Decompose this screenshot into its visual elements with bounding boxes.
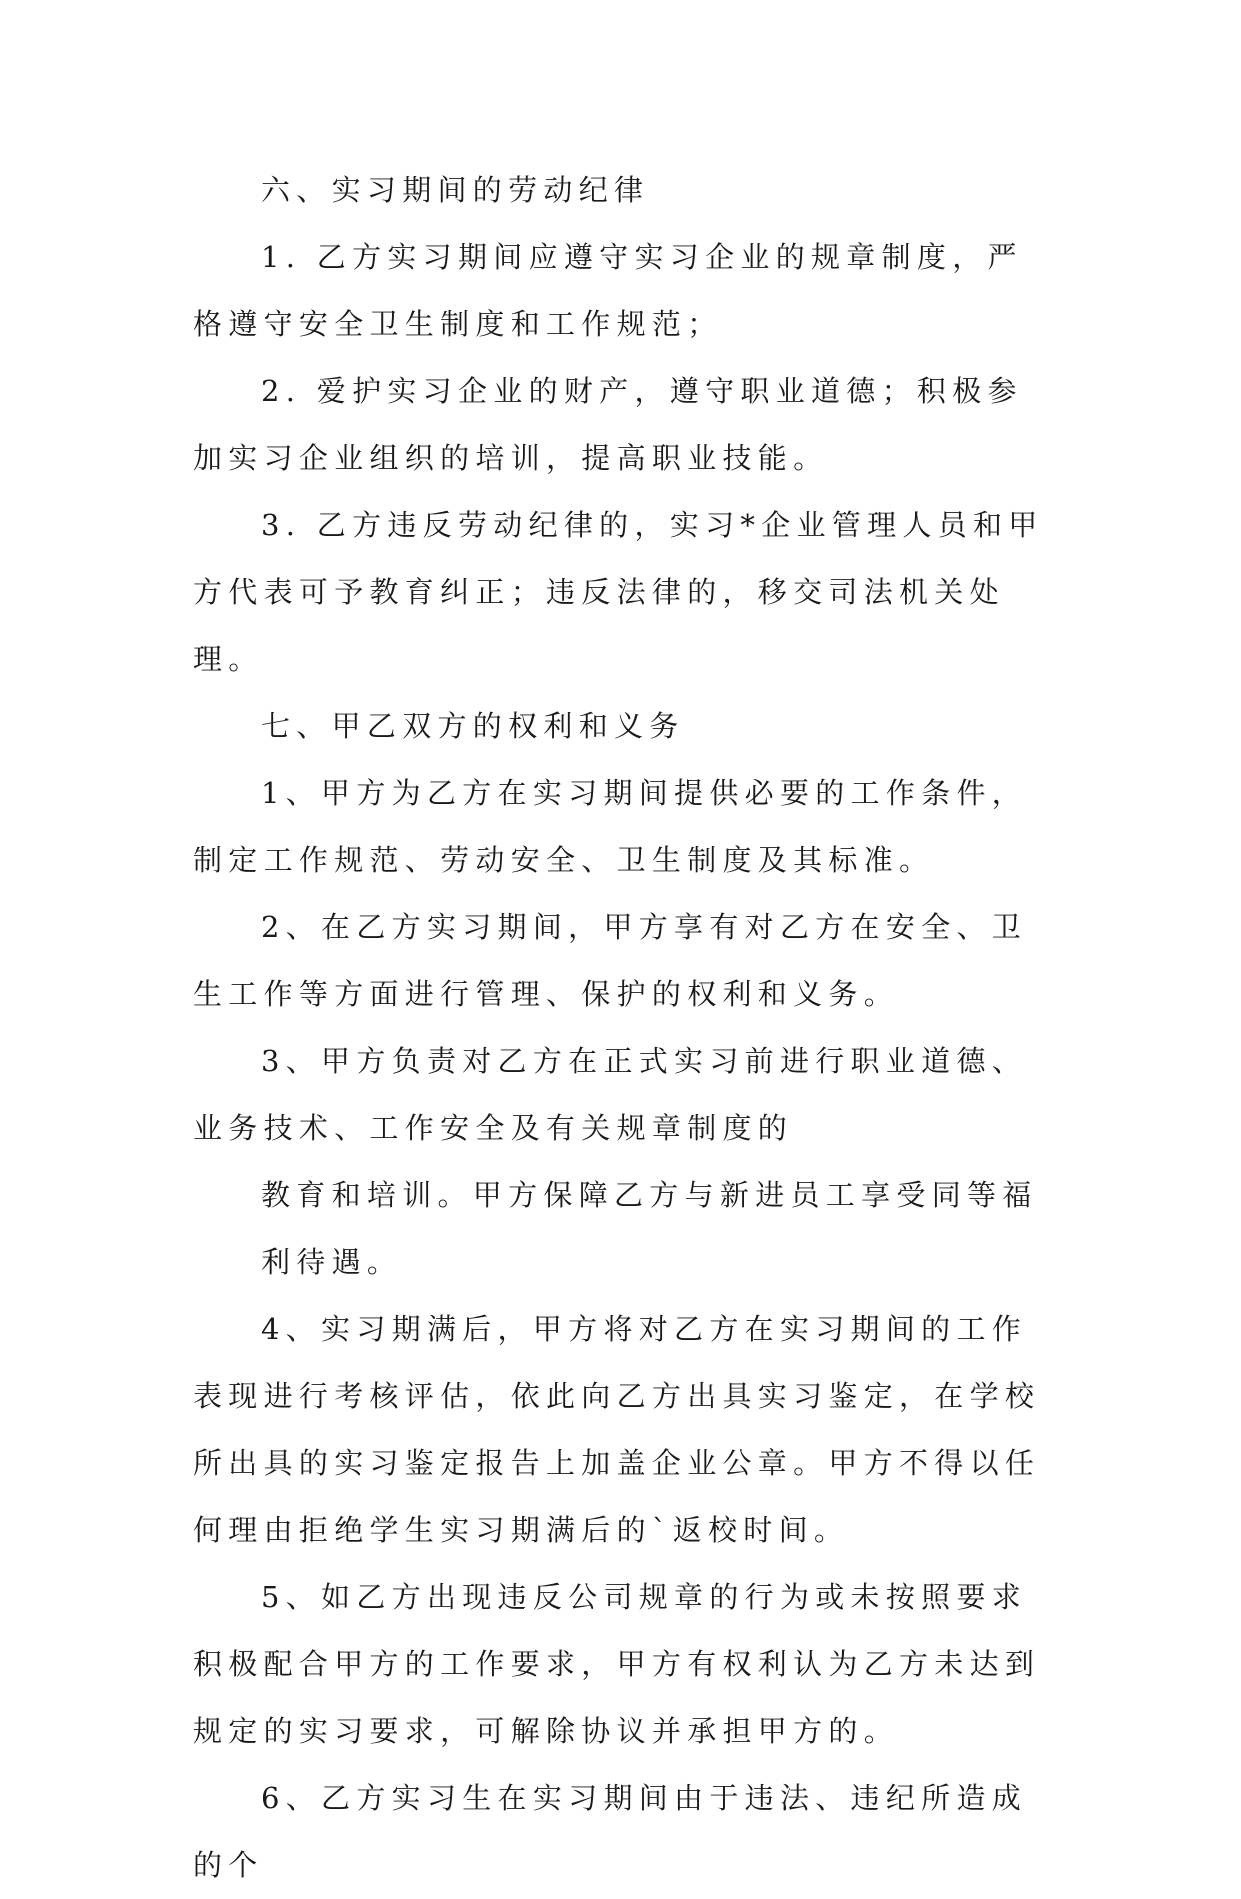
clause-6-2: 2. 爱护实习企业的财产，遵守职业道德；积极参加实习企业组织的培训，提高职业技能。: [193, 374, 1023, 475]
section-heading-7: 七、甲乙双方的权利和义务: [261, 709, 685, 743]
clause-7-4: 4、实习期满后，甲方将对乙方在实习期间的工作表现进行考核评估，依此向乙方出具实习鉴定，在学校所出具的实习鉴定报告上加盖企业公章。甲方不得以任何理由拒绝学生实习期满后的`返校时间。: [193, 1312, 1041, 1547]
clause-7-3-continued: 教育和培训。甲方保障乙方与新进员工享受同等福利待遇。: [261, 1178, 1038, 1279]
clause-6-3: 3. 乙方违反劳动纪律的，实习*企业管理人员和甲方代表可予教育纠正；违反法律的，移交司法机关处理。: [193, 508, 1044, 676]
clause-7-1: 1、甲方为乙方在实习期间提供必要的工作条件，制定工作规范、劳动安全、卫生制度及其标准。: [193, 776, 1028, 877]
clause-7-5: 5、如乙方出现违反公司规章的行为或未按照要求积极配合甲方的工作要求，甲方有权利认为乙方未达到规定的实习要求，可解除协议并承担甲方的。: [193, 1580, 1041, 1748]
section-heading-6: 六、实习期间的劳动纪律: [261, 173, 650, 207]
clause-7-6: 6、乙方实习生在实习期间由于违法、违纪所造成的个: [193, 1781, 1028, 1882]
clause-7-2: 2、在乙方实习期间，甲方享有对乙方在安全、卫生工作等方面进行管理、保护的权利和义务。: [193, 910, 1028, 1011]
document-page: [193, 157, 1053, 1899]
clause-7-3: 3、甲方负责对乙方在正式实习前进行职业道德、业务技术、工作安全及有关规章制度的: [193, 1044, 1028, 1145]
clause-6-1: 1. 乙方实习期间应遵守实习企业的规章制度，严格遵守安全卫生制度和工作规范；: [193, 240, 1023, 341]
